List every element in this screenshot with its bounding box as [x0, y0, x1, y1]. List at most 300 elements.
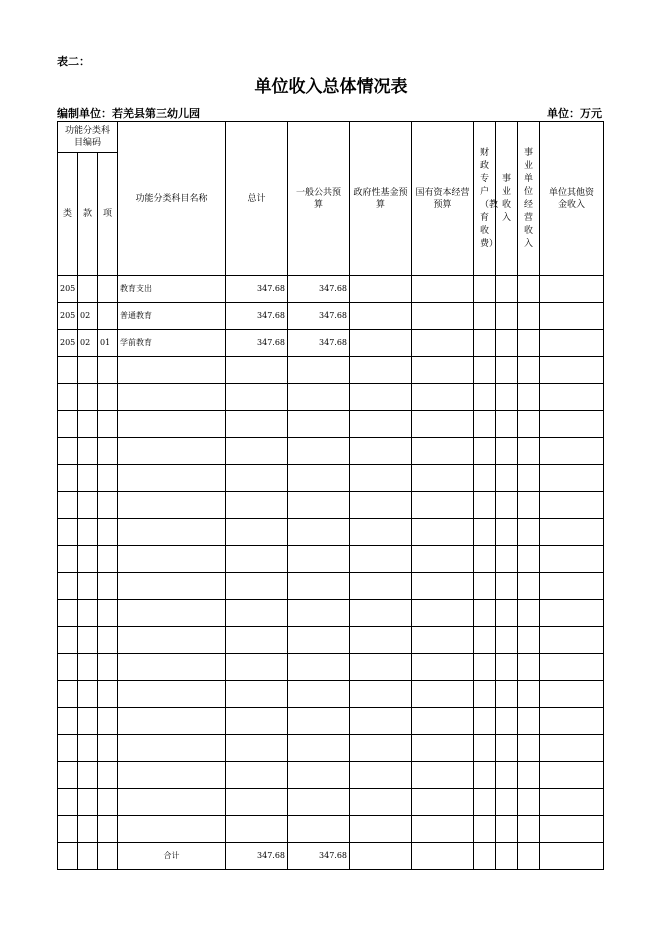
- cell-empty: [518, 843, 540, 870]
- header-business-income-text: 事业收入: [502, 173, 512, 223]
- header-operating-income: [518, 122, 540, 276]
- table-row-empty: [58, 546, 604, 573]
- cell-empty: [350, 600, 412, 627]
- cell-empty: [474, 573, 496, 600]
- cell-empty: [118, 789, 226, 816]
- cell-empty: [412, 573, 474, 600]
- cell-empty: [350, 708, 412, 735]
- cell-empty: [474, 465, 496, 492]
- cell-empty: [350, 627, 412, 654]
- cell-empty: [474, 654, 496, 681]
- cell-empty: [78, 357, 98, 384]
- cell-empty: [474, 438, 496, 465]
- cell-empty: [226, 627, 288, 654]
- cell-empty: [518, 789, 540, 816]
- cell-empty: [518, 600, 540, 627]
- cell-name: 学前教育: [118, 330, 226, 357]
- cell-empty: [118, 654, 226, 681]
- cell-empty: [78, 843, 98, 870]
- table-row: [58, 330, 604, 357]
- cell-empty: [226, 357, 288, 384]
- cell-empty: [474, 681, 496, 708]
- cell-empty: [226, 573, 288, 600]
- cell-kuan: 02: [78, 330, 98, 357]
- cell-empty: [288, 654, 350, 681]
- cell-empty: [288, 546, 350, 573]
- cell-empty: [58, 681, 78, 708]
- cell-empty: [540, 411, 604, 438]
- cell-empty: [518, 438, 540, 465]
- cell-fiscal-special: [474, 276, 496, 303]
- cell-xiang: [98, 276, 118, 303]
- cell-empty: [412, 816, 474, 843]
- cell-empty: [474, 708, 496, 735]
- cell-empty: [98, 816, 118, 843]
- cell-empty: [540, 492, 604, 519]
- cell-empty: [540, 843, 604, 870]
- cell-lei: 205: [58, 276, 78, 303]
- cell-empty: [350, 492, 412, 519]
- cell-empty: [98, 627, 118, 654]
- cell-empty: [518, 681, 540, 708]
- table-row-empty: [58, 681, 604, 708]
- cell-empty: [412, 627, 474, 654]
- table-row-empty: [58, 708, 604, 735]
- table-row-empty: [58, 600, 604, 627]
- cell-empty: [58, 789, 78, 816]
- cell-empty: [226, 600, 288, 627]
- header-business-income: [496, 122, 518, 276]
- cell-name: 教育支出: [118, 276, 226, 303]
- table-row: [58, 276, 604, 303]
- cell-empty: [496, 627, 518, 654]
- cell-empty: [518, 519, 540, 546]
- cell-empty: [78, 600, 98, 627]
- cell-empty: [78, 465, 98, 492]
- cell-empty: [78, 573, 98, 600]
- cell-empty: [288, 681, 350, 708]
- cell-empty: [78, 762, 98, 789]
- cell-empty: [412, 492, 474, 519]
- table-row-empty: [58, 816, 604, 843]
- cell-total: 347.68: [226, 276, 288, 303]
- cell-empty: [518, 762, 540, 789]
- page-title: 单位收入总体情况表: [254, 77, 408, 97]
- cell-empty: [226, 816, 288, 843]
- cell-empty: [496, 519, 518, 546]
- cell-empty: [118, 708, 226, 735]
- cell-general-budget: 347.68: [288, 276, 350, 303]
- cell-business-income: [496, 330, 518, 357]
- cell-empty: [58, 762, 78, 789]
- cell-empty: [412, 654, 474, 681]
- cell-empty: [118, 492, 226, 519]
- table-row-empty: [58, 654, 604, 681]
- cell-empty: [226, 546, 288, 573]
- table-row-empty: [58, 762, 604, 789]
- table-row: [58, 303, 604, 330]
- header-code-group: 功能分类科目编码: [58, 122, 118, 153]
- cell-empty: [518, 357, 540, 384]
- cell-empty: [350, 843, 412, 870]
- cell-empty: [58, 708, 78, 735]
- cell-total: 347.68: [226, 303, 288, 330]
- cell-empty: [226, 681, 288, 708]
- cell-empty: [78, 654, 98, 681]
- cell-empty: [78, 438, 98, 465]
- cell-empty: [288, 735, 350, 762]
- cell-empty: [412, 708, 474, 735]
- cell-empty: [78, 546, 98, 573]
- cell-empty: [58, 816, 78, 843]
- cell-empty: [496, 843, 518, 870]
- cell-empty: [98, 843, 118, 870]
- cell-empty: [98, 789, 118, 816]
- cell-empty: [496, 816, 518, 843]
- cell-empty: [350, 735, 412, 762]
- cell-empty: [118, 465, 226, 492]
- cell-xiang: 01: [98, 330, 118, 357]
- cell-empty: [412, 681, 474, 708]
- cell-empty: [78, 708, 98, 735]
- cell-empty: [58, 438, 78, 465]
- cell-empty: [98, 519, 118, 546]
- header-state-capital-text: 国有资本经营预算: [415, 187, 470, 210]
- table-row-empty: [58, 384, 604, 411]
- cell-empty: [350, 519, 412, 546]
- header-operating-income-text: 事业单位经营收入: [524, 147, 534, 249]
- cell-empty: [118, 357, 226, 384]
- cell-other-income: [540, 303, 604, 330]
- header-xiang: 项: [98, 153, 118, 276]
- table-row-empty: [58, 735, 604, 762]
- cell-empty: [518, 492, 540, 519]
- cell-empty: [350, 546, 412, 573]
- cell-empty: [118, 600, 226, 627]
- cell-empty: [226, 789, 288, 816]
- cell-empty: [78, 384, 98, 411]
- cell-empty: [350, 411, 412, 438]
- cell-empty: [226, 762, 288, 789]
- cell-fiscal-special: [474, 330, 496, 357]
- cell-empty: [540, 438, 604, 465]
- header-gov-fund: [350, 122, 412, 276]
- cell-business-income: [496, 276, 518, 303]
- cell-empty: [518, 546, 540, 573]
- cell-empty: [540, 465, 604, 492]
- cell-empty: [474, 843, 496, 870]
- cell-empty: [98, 708, 118, 735]
- cell-empty: [496, 654, 518, 681]
- cell-empty: [474, 600, 496, 627]
- cell-other-income: [540, 276, 604, 303]
- cell-lei: 205: [58, 303, 78, 330]
- cell-empty: [518, 411, 540, 438]
- cell-empty: [474, 519, 496, 546]
- table-row-empty: [58, 357, 604, 384]
- income-table: [57, 121, 604, 870]
- cell-empty: [412, 438, 474, 465]
- cell-empty: [288, 519, 350, 546]
- table-row-empty: [58, 465, 604, 492]
- cell-empty: [474, 735, 496, 762]
- cell-empty: [118, 573, 226, 600]
- cell-empty: [350, 438, 412, 465]
- cell-empty: [540, 708, 604, 735]
- cell-name: 普通教育: [118, 303, 226, 330]
- cell-kuan: 02: [78, 303, 98, 330]
- cell-empty: [496, 411, 518, 438]
- cell-empty: [540, 816, 604, 843]
- cell-empty: [118, 546, 226, 573]
- cell-empty: [58, 465, 78, 492]
- cell-empty: [518, 627, 540, 654]
- cell-empty: [540, 519, 604, 546]
- cell-empty: [474, 789, 496, 816]
- cell-empty: [288, 384, 350, 411]
- cell-empty: [58, 384, 78, 411]
- cell-empty: [288, 573, 350, 600]
- cell-empty: [496, 465, 518, 492]
- header-kuan: 款: [78, 153, 98, 276]
- cell-empty: [58, 492, 78, 519]
- cell-empty: [288, 762, 350, 789]
- cell-empty: [78, 411, 98, 438]
- cell-empty: [540, 357, 604, 384]
- cell-empty: [496, 708, 518, 735]
- cell-empty: [288, 627, 350, 654]
- cell-empty: [540, 735, 604, 762]
- cell-gov-fund: [350, 330, 412, 357]
- cell-empty: [350, 681, 412, 708]
- cell-empty: [350, 357, 412, 384]
- cell-empty: [496, 789, 518, 816]
- cell-empty: [540, 627, 604, 654]
- table-row-empty: [58, 573, 604, 600]
- cell-empty: [474, 546, 496, 573]
- cell-empty: [412, 762, 474, 789]
- summary-general-budget: 347.68: [288, 843, 350, 870]
- cell-empty: [412, 357, 474, 384]
- header-lei: 类: [58, 153, 78, 276]
- cell-empty: [288, 438, 350, 465]
- cell-empty: [98, 357, 118, 384]
- cell-empty: [226, 519, 288, 546]
- cell-empty: [118, 627, 226, 654]
- cell-empty: [118, 519, 226, 546]
- cell-empty: [58, 546, 78, 573]
- cell-empty: [98, 492, 118, 519]
- cell-empty: [58, 600, 78, 627]
- header-name-text: 功能分类科目名称: [135, 193, 208, 204]
- cell-empty: [496, 357, 518, 384]
- cell-empty: [496, 546, 518, 573]
- cell-empty: [350, 465, 412, 492]
- header-total-text: 总计: [247, 193, 266, 204]
- cell-empty: [288, 708, 350, 735]
- cell-empty: [118, 816, 226, 843]
- cell-empty: [350, 384, 412, 411]
- cell-empty: [118, 411, 226, 438]
- cell-empty: [350, 573, 412, 600]
- cell-state-capital: [412, 276, 474, 303]
- cell-total: 347.68: [226, 330, 288, 357]
- cell-empty: [98, 573, 118, 600]
- cell-empty: [58, 843, 78, 870]
- cell-empty: [98, 762, 118, 789]
- cell-empty: [78, 681, 98, 708]
- cell-empty: [350, 816, 412, 843]
- table-row-empty: [58, 411, 604, 438]
- cell-empty: [412, 411, 474, 438]
- cell-empty: [474, 384, 496, 411]
- cell-empty: [412, 789, 474, 816]
- cell-empty: [58, 411, 78, 438]
- cell-empty: [58, 735, 78, 762]
- cell-operating-income: [518, 276, 540, 303]
- cell-empty: [118, 762, 226, 789]
- cell-empty: [98, 681, 118, 708]
- cell-empty: [540, 573, 604, 600]
- cell-empty: [58, 573, 78, 600]
- cell-empty: [540, 546, 604, 573]
- header-fiscal-special: [474, 122, 499, 276]
- cell-state-capital: [412, 303, 474, 330]
- cell-operating-income: [518, 330, 540, 357]
- header-general-budget: [288, 122, 350, 276]
- header-state-capital: [412, 122, 474, 276]
- summary-total: 347.68: [226, 843, 288, 870]
- cell-empty: [496, 384, 518, 411]
- cell-empty: [540, 789, 604, 816]
- cell-empty: [98, 411, 118, 438]
- cell-general-budget: 347.68: [288, 330, 350, 357]
- cell-empty: [58, 627, 78, 654]
- cell-empty: [496, 681, 518, 708]
- cell-empty: [540, 654, 604, 681]
- cell-empty: [226, 654, 288, 681]
- header-gov-fund-text: 政府性基金预算: [353, 187, 408, 210]
- header-general-budget-text: 一般公共预算: [296, 187, 342, 210]
- cell-empty: [226, 492, 288, 519]
- cell-empty: [350, 762, 412, 789]
- cell-empty: [518, 708, 540, 735]
- cell-general-budget: 347.68: [288, 303, 350, 330]
- cell-empty: [474, 357, 496, 384]
- cell-empty: [78, 519, 98, 546]
- cell-empty: [58, 654, 78, 681]
- table-number: 表二：: [57, 55, 90, 68]
- cell-empty: [496, 735, 518, 762]
- cell-empty: [226, 708, 288, 735]
- cell-empty: [540, 762, 604, 789]
- cell-kuan: [78, 276, 98, 303]
- cell-empty: [540, 384, 604, 411]
- cell-fiscal-special: [474, 303, 496, 330]
- cell-empty: [288, 816, 350, 843]
- cell-empty: [288, 411, 350, 438]
- cell-empty: [518, 384, 540, 411]
- cell-empty: [226, 735, 288, 762]
- cell-empty: [412, 465, 474, 492]
- header-fiscal-special-text: 财政专户（教育收费）: [480, 147, 499, 249]
- cell-empty: [98, 654, 118, 681]
- cell-empty: [118, 735, 226, 762]
- cell-empty: [98, 465, 118, 492]
- cell-empty: [496, 600, 518, 627]
- cell-empty: [474, 627, 496, 654]
- cell-empty: [518, 465, 540, 492]
- cell-empty: [496, 573, 518, 600]
- summary-row: [58, 843, 604, 870]
- table-row-empty: [58, 492, 604, 519]
- cell-empty: [496, 762, 518, 789]
- summary-label: 合计: [118, 843, 226, 870]
- header-name: [118, 122, 226, 276]
- cell-empty: [350, 789, 412, 816]
- cell-empty: [288, 492, 350, 519]
- cell-empty: [226, 438, 288, 465]
- cell-empty: [78, 789, 98, 816]
- cell-empty: [540, 600, 604, 627]
- cell-empty: [226, 411, 288, 438]
- cell-operating-income: [518, 303, 540, 330]
- cell-empty: [518, 735, 540, 762]
- cell-empty: [226, 384, 288, 411]
- cell-empty: [412, 519, 474, 546]
- table-row-empty: [58, 438, 604, 465]
- cell-empty: [78, 627, 98, 654]
- cell-empty: [118, 438, 226, 465]
- table-row-empty: [58, 627, 604, 654]
- cell-empty: [118, 384, 226, 411]
- organization-label: 编制单位：若羌县第三幼儿园: [57, 107, 200, 120]
- cell-empty: [518, 654, 540, 681]
- cell-other-income: [540, 330, 604, 357]
- table-row-empty: [58, 789, 604, 816]
- cell-empty: [496, 492, 518, 519]
- cell-empty: [98, 384, 118, 411]
- cell-empty: [412, 843, 474, 870]
- cell-empty: [412, 384, 474, 411]
- table-row-empty: [58, 519, 604, 546]
- cell-empty: [58, 357, 78, 384]
- cell-lei: 205: [58, 330, 78, 357]
- header-total: [226, 122, 288, 276]
- cell-empty: [58, 519, 78, 546]
- cell-gov-fund: [350, 303, 412, 330]
- cell-empty: [98, 735, 118, 762]
- cell-empty: [474, 411, 496, 438]
- cell-empty: [118, 681, 226, 708]
- cell-empty: [78, 816, 98, 843]
- table-body: [58, 276, 604, 870]
- cell-empty: [474, 492, 496, 519]
- cell-empty: [98, 546, 118, 573]
- cell-state-capital: [412, 330, 474, 357]
- header-other-income: [540, 122, 604, 276]
- cell-empty: [288, 465, 350, 492]
- header-other-income-text: 单位其他资金收入: [549, 187, 595, 210]
- cell-empty: [518, 816, 540, 843]
- cell-empty: [288, 357, 350, 384]
- cell-empty: [496, 438, 518, 465]
- cell-empty: [288, 789, 350, 816]
- cell-empty: [78, 492, 98, 519]
- cell-empty: [226, 465, 288, 492]
- cell-xiang: [98, 303, 118, 330]
- cell-business-income: [496, 303, 518, 330]
